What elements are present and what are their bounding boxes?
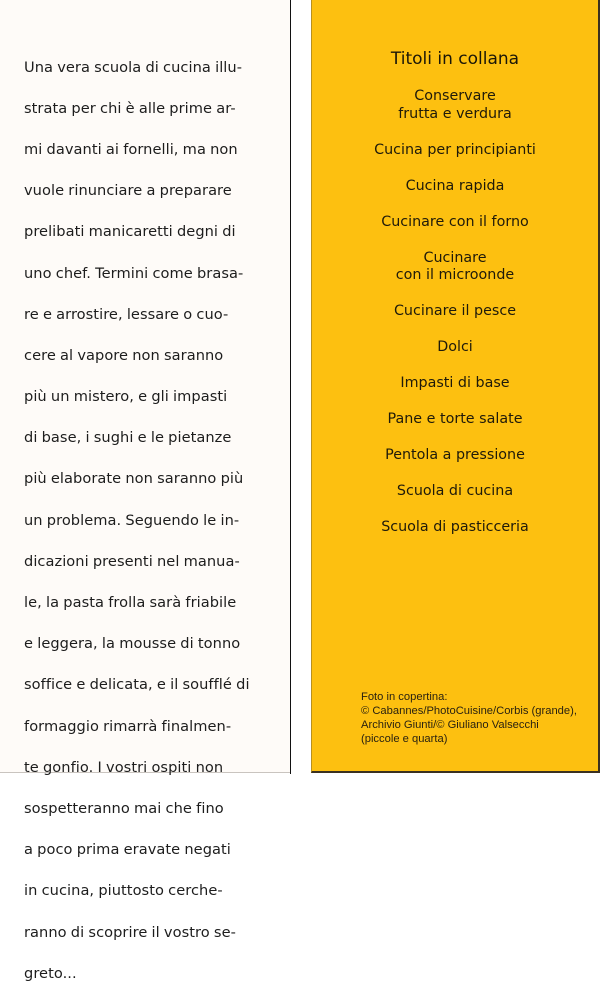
blurb-line: greto... [24,964,77,982]
blurb-line: cere al vapore non saranno [24,346,224,364]
blurb-line: più elaborate non saranno più [24,470,244,488]
series-item-line: Conservare [414,88,496,104]
blurb-line: Una vera scuola di cucina illu- [24,58,243,76]
series-item-line: Scuola di pasticceria [381,519,529,536]
blurb-line: ranno di scoprire il vostro se- [24,923,236,941]
blurb-line: formaggio rimarrà finalmen- [24,717,232,735]
credits-line: (piccole e quarta) [361,733,448,745]
series-item [312,178,598,196]
blurb-line: sospetteranno mai che fino [24,799,224,817]
blurb-line: prelibati manicaretti degni di [24,223,236,241]
series-title: Titoli in collana [390,49,520,69]
blurb-line: in cucina, piuttosto cerche- [24,882,223,900]
series-item-line: Impasti di base [400,375,510,392]
blurb-line: più un mistero, e gli impasti [24,388,228,406]
blurb-line: a poco prima eravate negati [24,841,231,859]
series-item [312,214,598,232]
series-item-line: Cucina per principianti [374,141,536,158]
series-item [312,250,598,285]
blurb-line: e leggera, la mousse di tonno [24,635,241,653]
blurb-text [24,37,284,1005]
blurb-line: mi davanti ai fornelli, ma non [24,140,238,158]
series-item-line: con il microonde [395,267,515,284]
series-item [312,519,598,537]
series-title-list [312,88,598,555]
gutter [291,0,311,774]
credits-line: © Cabannes/PhotoCuisine/Corbis (grande), [361,705,577,717]
blurb-line: le, la pasta frolla sarà friabile [24,594,237,612]
series-item-line: Cucina rapida [405,177,505,194]
series-item-line: Pane e torte salate [387,411,523,428]
series-item [312,88,598,123]
blurb-line: dicazioni presenti nel manua- [24,552,240,570]
series-item [312,142,598,160]
blurb-line: vuole rinunciare a preparare [24,182,232,200]
series-item-line: Pentola a pressione [385,447,525,464]
blurb-line: soffice e delicata, e il soufflé di [24,676,250,694]
blurb-line: strata per chi è alle prime ar- [24,99,236,117]
series-item [312,375,598,393]
photo-credits [361,690,596,746]
credits-line: Foto in copertina: [361,691,448,703]
blurb-line: re e arrostire, lessare o cuo- [24,305,229,323]
series-item-line: Cucinare [423,249,487,266]
series-item [312,303,598,321]
series-item-line: frutta e verdura [398,105,512,122]
blurb-line: di base, i sughi e le pietanze [24,429,232,447]
blurb-line: un problema. Seguendo le in- [24,511,240,529]
series-item [312,483,598,501]
series-item-line: Cucinare il pesce [393,303,517,320]
series-item-line: Dolci [437,339,473,356]
back-cover-flap [0,0,290,982]
blurb-line: uno chef. Termini come brasa- [24,264,244,282]
series-panel [311,0,600,773]
credits-line: Archivio Giunti/© Giuliano Valsecchi [361,719,539,731]
series-item [312,447,598,465]
blurb-line: te gonfio. I vostri ospiti non [24,758,224,776]
series-item-line: Scuola di cucina [396,483,514,500]
series-item [312,339,598,357]
series-item [312,411,598,429]
series-item-line: Cucinare con il forno [381,213,529,230]
